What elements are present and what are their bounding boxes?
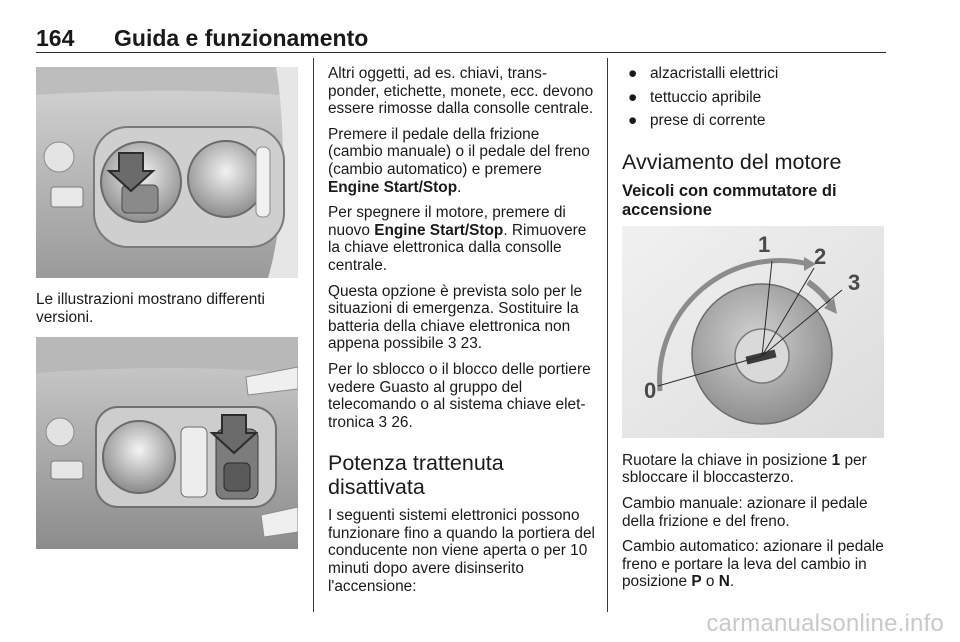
list-item [622, 65, 890, 83]
text: Ruotare la chiave in posizione [622, 451, 828, 469]
bullet-icon: ● [628, 112, 638, 130]
bullet-icon: ● [628, 88, 638, 106]
console-illustration-top [36, 67, 298, 278]
text: Premere il pedale della frizione (cambio manuale) o il pedale del freno (cambio automatico) e premere [328, 125, 590, 178]
list-item-text: alzacristalli elettrici [650, 65, 779, 82]
section-title-retained-power: Potenza trattenuta disattivata [328, 451, 504, 500]
paragraph-turn-key [622, 452, 890, 487]
engine-start-stop-label: Engine Start/Stop [328, 178, 458, 196]
page-number: 164 [36, 25, 75, 51]
page-heading: Guida e funzionamento [114, 25, 369, 51]
text: . [729, 573, 735, 591]
bullet-icon: ● [628, 65, 638, 82]
paragraph-emergency [328, 283, 596, 353]
text: . [457, 178, 462, 196]
column-right [622, 65, 890, 599]
paragraph-switch-off [328, 204, 596, 274]
list-item [622, 89, 890, 107]
text: . Rimuovere la chiave elettronica dalla consolle centrale. [328, 221, 587, 274]
gear-position-n: N [718, 573, 730, 591]
page-reference-link[interactable]: 3 23. [447, 335, 483, 353]
text: o [701, 573, 719, 591]
text: per sbloccare il bloccasterzo. [622, 451, 867, 487]
console-illustration-bottom [36, 337, 298, 549]
page-reference-link[interactable]: 3 26. [378, 413, 413, 431]
paragraph-door-lock [328, 361, 596, 431]
text: Per lo sblocco o il blocco delle portiere vedere Guasto al gruppo del telecomando o al sistema chiave elet-tronica [328, 360, 591, 431]
paragraph-remove-objects: Altri oggetti, ad es. chiavi, trans-ponder, etichette, monete, ecc. devono essere rimosse dalla consolle centrale. [328, 65, 594, 118]
column-divider [313, 58, 314, 612]
gear-position-p: P [691, 573, 702, 591]
subsection-title-ignition-switch: Veicoli con commutatore di accensione [622, 181, 837, 219]
section-title-engine-start: Avviamento del motore [622, 149, 842, 174]
paragraph-manual-gearbox: Cambio manuale: azionare il pedale della frizione e del freno. [622, 494, 868, 530]
column-middle [328, 65, 596, 603]
paragraph-press-pedal [328, 126, 596, 196]
list-item-text: tettuccio apribile [650, 88, 762, 106]
ignition-switch-diagram [622, 226, 884, 438]
text: Cambio automatico: azionare il pedale freno e portare la leva del cambio in posizione [622, 538, 884, 591]
paragraph-retained-power: I seguenti sistemi elettronici possono funzionare fino a quando la portiera del conducente non viene aperta o per 10 minuti dopo avere disinserito l'accensione: [328, 507, 595, 595]
illustration-caption: Le illustrazioni mostrano differenti versioni. [36, 291, 265, 326]
bullet-list [622, 65, 890, 130]
page-header [36, 25, 886, 53]
text: Per spegnere il motore, premere di nuovo [328, 204, 566, 239]
position-label-3: 3 [848, 269, 861, 295]
watermark: carmanualsonline.info [706, 610, 944, 637]
position-label-0: 0 [644, 377, 657, 403]
position-number: 1 [831, 451, 841, 469]
column-divider [607, 58, 608, 612]
list-item-text: prese di corrente [650, 112, 766, 130]
text: Questa opzione è prevista solo per le situazioni di emergenza. Sostituire la batteria della chiave elettronica non appena possibile [328, 282, 583, 353]
list-item [622, 112, 890, 130]
engine-start-stop-label: Engine Start/Stop [374, 221, 504, 239]
position-label-1: 1 [758, 231, 771, 257]
paragraph-automatic-gearbox [622, 538, 890, 591]
position-label-2: 2 [814, 243, 827, 269]
